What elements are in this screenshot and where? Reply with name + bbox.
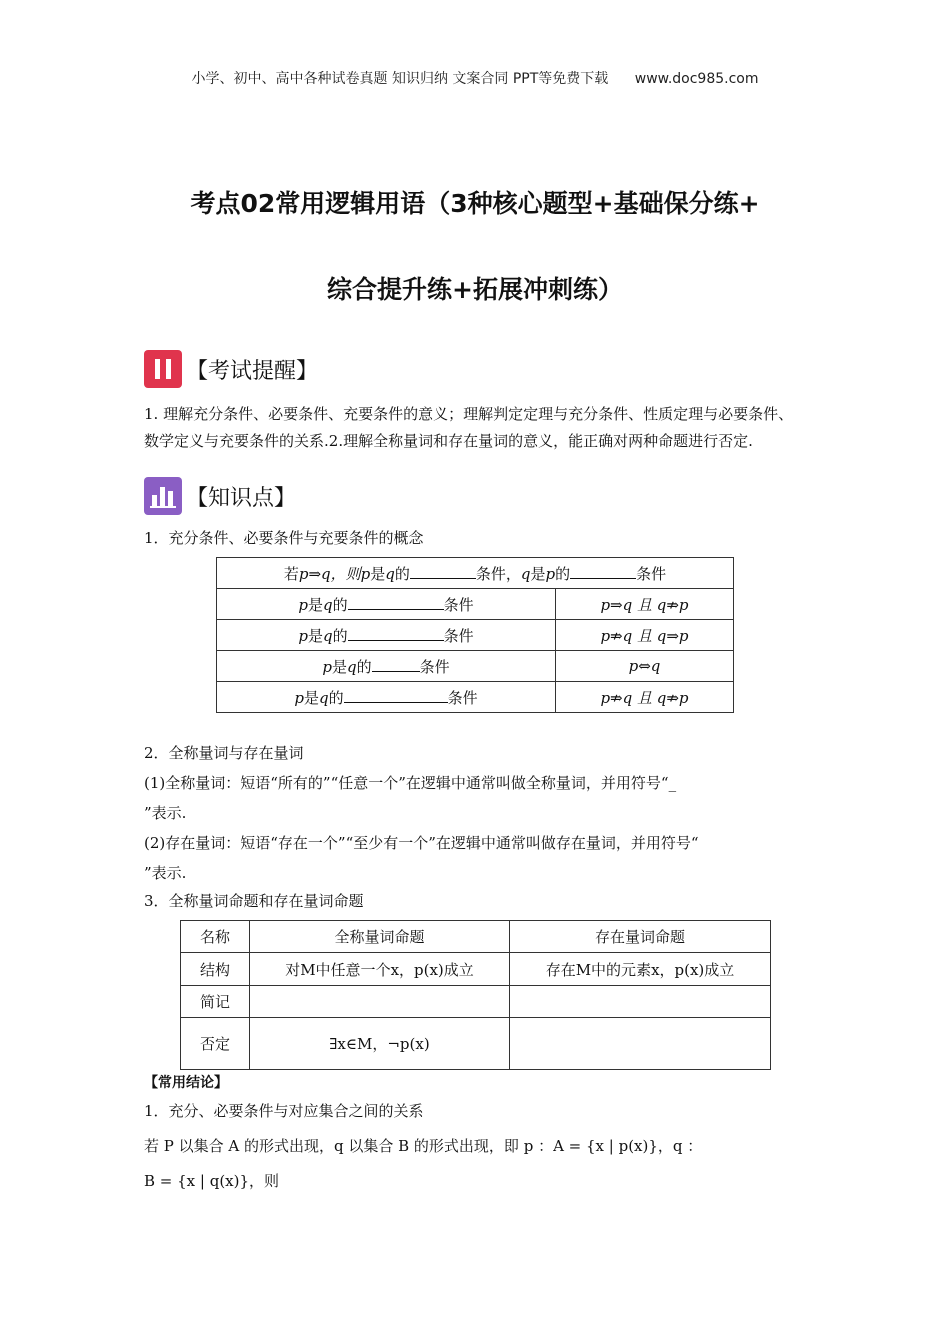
table-cell: p⇏q 且 q⇏p bbox=[556, 682, 734, 713]
table-row bbox=[181, 953, 771, 986]
table-header-cell: 全称量词命题 bbox=[250, 921, 510, 953]
reminder-text: 1. 理解充分条件、必要条件、充要条件的意义；理解判定定理与充分条件、性质定理与必要条件、数学定义与充要条件的关系.2.理解全称量词和存在量词的意义，能正确对两种命题进行否定. bbox=[144, 405, 794, 450]
header-site[interactable]: www.doc985.com bbox=[634, 71, 759, 87]
table-cell: 对M中任意一个x，p(x)成立 bbox=[250, 953, 510, 986]
title-line-1: 考点02常用逻辑用语（3种核心题型+基础保分练+ bbox=[190, 189, 760, 218]
table-cell: 结构 bbox=[181, 953, 250, 986]
table-cell[interactable] bbox=[510, 1018, 771, 1070]
table-cell: p⇔q bbox=[556, 651, 734, 682]
blank-line[interactable] bbox=[348, 626, 444, 641]
title-line-2: 综合提升练+拓展冲刺练） bbox=[327, 275, 623, 304]
table-top-cell: 若p⇒q，则p是q的 条件，q是p的 条件 bbox=[217, 558, 734, 589]
table-row bbox=[217, 589, 734, 620]
pause-icon bbox=[144, 350, 182, 388]
table-cell: 存在M中的元素x，p(x)成立 bbox=[510, 953, 771, 986]
table-cell: p是q的 条件 bbox=[217, 682, 556, 713]
knowledge-header bbox=[144, 477, 296, 515]
table-row bbox=[217, 558, 734, 589]
conclusion-line-a: 若 P 以集合 A 的形式出现，q 以集合 B 的形式出现，即 p ：A = {x | p(x)}，q ： bbox=[144, 1137, 703, 1155]
section-2-title: 2．全称量词与存在量词 bbox=[144, 744, 304, 762]
conclusion-heading: 【常用结论】 bbox=[144, 1075, 228, 1091]
bar-chart-icon bbox=[144, 477, 182, 515]
quantifier-table bbox=[180, 920, 771, 1070]
table-cell: p是q的 条件 bbox=[217, 651, 556, 682]
page-header bbox=[0, 68, 950, 88]
table-cell: 否定 bbox=[181, 1018, 250, 1070]
blank-line[interactable] bbox=[348, 595, 444, 610]
table-header-row bbox=[181, 921, 771, 953]
table-row bbox=[181, 1018, 771, 1070]
table-header-cell: 名称 bbox=[181, 921, 250, 953]
conclusion-item-1: 1．充分、必要条件与对应集合之间的关系 bbox=[144, 1102, 424, 1120]
section-2-p2-line1: (2)存在量词：短语“存在一个”“至少有一个”在逻辑中通常叫做存在量词，并用符号“ bbox=[144, 834, 699, 852]
table-row bbox=[181, 986, 771, 1018]
table-header-cell: 存在量词命题 bbox=[510, 921, 771, 953]
section-2-p1-line2: ”表示. bbox=[144, 804, 187, 822]
header-text: 小学、初中、高中各种试卷真题 知识归纳 文案合同 PPT等免费下载 bbox=[191, 71, 609, 87]
section-2-p1-line1: (1)全称量词：短语“所有的”“任意一个”在逻辑中通常叫做全称量词，并用符号“_ bbox=[144, 774, 677, 792]
table-row bbox=[217, 651, 734, 682]
table-cell: 简记 bbox=[181, 986, 250, 1018]
table-cell: p是q的 条件 bbox=[217, 620, 556, 651]
section-3-title: 3．全称量词命题和存在量词命题 bbox=[144, 892, 364, 910]
blank-line[interactable] bbox=[410, 564, 476, 579]
table-cell: p是q的 条件 bbox=[217, 589, 556, 620]
table-row bbox=[217, 682, 734, 713]
blank-line[interactable] bbox=[372, 657, 420, 672]
table-cell[interactable] bbox=[510, 986, 771, 1018]
table-row bbox=[217, 620, 734, 651]
section-1-title: 1．充分条件、必要条件与充要条件的概念 bbox=[144, 529, 424, 547]
conclusion-line-b: B = {x | q(x)}，则 bbox=[144, 1172, 280, 1190]
table-cell: p⇒q 且 q⇏p bbox=[556, 589, 734, 620]
conditions-table bbox=[216, 557, 734, 713]
section-2-p2-line2: ”表示. bbox=[144, 864, 187, 882]
blank-line[interactable] bbox=[344, 688, 448, 703]
table-cell[interactable] bbox=[250, 986, 510, 1018]
table-cell: ∃x∈M，¬p(x) bbox=[250, 1018, 510, 1070]
reminder-heading: 【考试提醒】 bbox=[186, 358, 319, 384]
knowledge-heading: 【知识点】 bbox=[186, 485, 297, 511]
table-cell: p⇏q 且 q⇒p bbox=[556, 620, 734, 651]
blank-line[interactable] bbox=[570, 564, 636, 579]
reminder-header bbox=[144, 350, 318, 388]
